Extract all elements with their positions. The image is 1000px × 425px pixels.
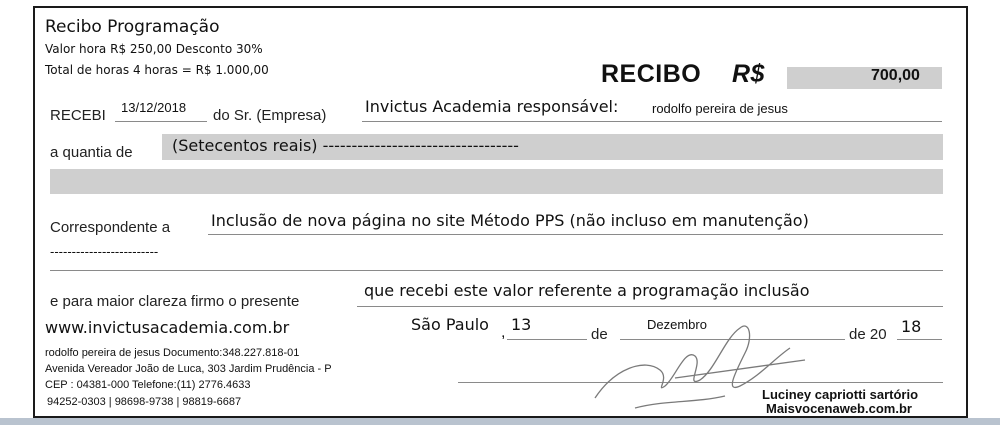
year: 18 [901,317,922,336]
correspondente-label: Correspondente a [50,219,171,236]
header-rate: Valor hora R$ 250,00 Desconto 30% [45,42,263,56]
amount-value: 700,00 [871,67,920,84]
comma: , [501,324,506,341]
date-underline [115,121,207,122]
recibo-label: RECIBO [601,60,702,88]
reference-text: Inclusão de nova página no site Método PPS (não incluso em manutenção) [211,211,809,230]
quantia-label: a quantia de [50,144,133,161]
footer-line-3: CEP : 04381-000 Telefone:(11) 2776.4633 [45,379,251,391]
de20-label: de 20 [849,326,887,343]
amount-in-words: (Setecentos reais) ---------------------------------- [172,136,519,155]
year-underline [897,339,942,340]
do-sr-label: do Sr. (Empresa) [213,107,327,124]
quantia-box-2 [50,169,943,194]
reference-underline [208,234,943,235]
footer-line-2: Avenida Vereador João de Luca, 303 Jardim Prudência - P [45,363,332,375]
receipt-date: 13/12/2018 [121,100,187,115]
website: www.invictusacademia.com.br [45,318,290,337]
footer-line-1: rodolfo pereira de jesus Documento:348.227.818-01 [45,347,300,359]
header-total: Total de horas 4 horas = R$ 1.000,00 [45,63,269,77]
month: Dezembro [647,317,707,332]
de-label: de [591,326,608,343]
clareza-label: e para maior clareza firmo o presente [50,293,300,310]
credit-author: Luciney capriotti sartório [762,387,919,402]
reference-dashes: ------------------------- [50,244,159,259]
recebi-label: RECEBI [50,107,106,124]
currency-label: R$ [732,60,765,88]
city: São Paulo [411,315,489,334]
header-title: Recibo Programação [45,17,220,37]
payer-underline [362,121,942,122]
reference-underline-2 [50,270,943,271]
day: 13 [511,315,532,334]
receipt-card [33,6,968,418]
credit-site: Maisvocenaweb.com.br [766,401,912,416]
bottom-bar [0,418,1000,425]
clareza-underline [357,306,943,307]
payer-name: rodolfo pereira de jesus [652,101,788,116]
footer-line-4: 94252-0303 | 98698-9738 | 98819-6687 [47,396,242,408]
clareza-text: que recebi este valor referente a programação inclusão [364,281,810,300]
payer-company: Invictus Academia responsável: [365,97,619,116]
